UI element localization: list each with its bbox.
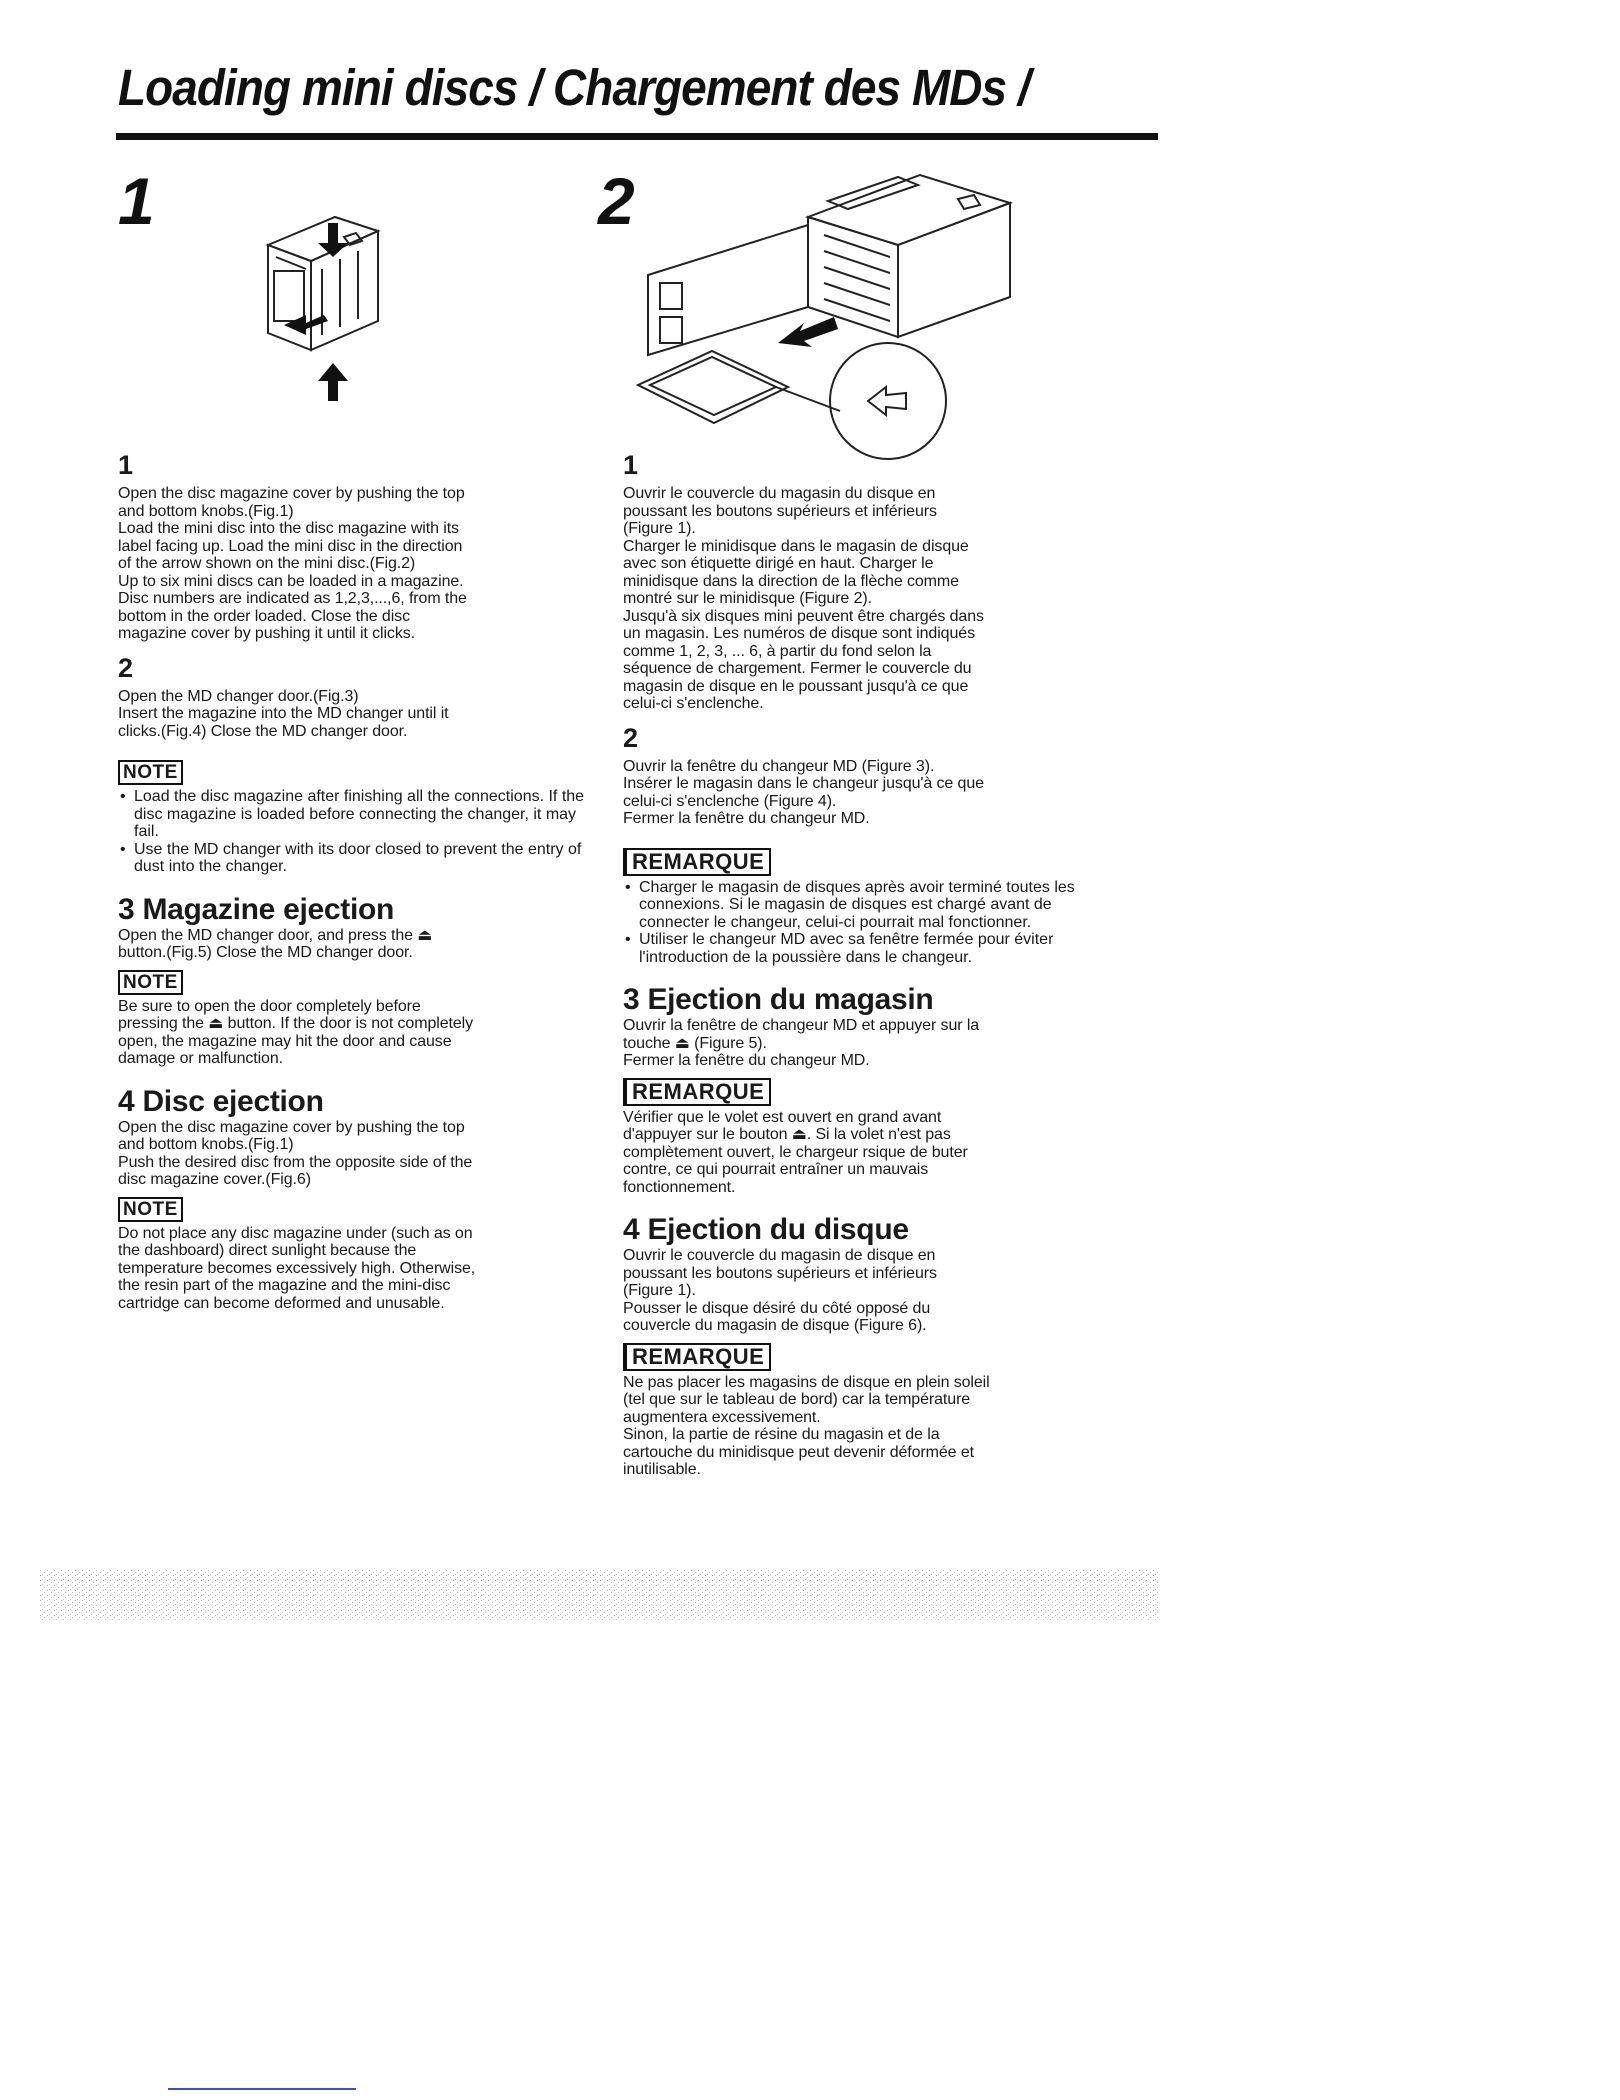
text-line: Open the disc magazine cover by pushing the top (118, 1118, 465, 1136)
left-note-2 (118, 962, 588, 1068)
section-heading (118, 1086, 588, 1117)
step-number: 1 (623, 450, 639, 480)
note-badge: NOTE (118, 1197, 183, 1222)
text-line: Open the MD changer door, and press the ⏏ (118, 926, 433, 944)
footer-link[interactable] (168, 2088, 356, 2090)
text-line: the resin part of the magazine and the mini-disc (118, 1277, 451, 1294)
list-item: • Use the MD changer with its door closed to prevent the entry of dust into the changer. (118, 841, 588, 876)
text-line: magazine cover by pushing it until it clicks. (118, 625, 415, 642)
left-note-3 (118, 1189, 588, 1313)
text-line: celui-ci s'enclenche (Figure 4). (623, 792, 837, 810)
text-line: Ouvrir le couvercle du magasin de disque en (623, 1247, 936, 1264)
section-number: 3 (623, 983, 640, 1016)
text-line: temperature becomes excessively high. Otherwise, (118, 1259, 476, 1277)
remarque-badge: REMARQUE (623, 848, 771, 876)
text-line: pressing the ⏏ button. If the door is not completely (118, 1015, 474, 1032)
left-section-4 (118, 1086, 588, 1189)
figure-number-2: 2 (598, 164, 635, 238)
section-title: Magazine ejection (142, 892, 395, 926)
text-line: and bottom knobs.(Fig.1) (118, 502, 294, 520)
step-number: 2 (118, 652, 134, 683)
text-line: Load the mini disc into the disc magazine with its (118, 520, 459, 537)
changer-loading-illustration (628, 165, 1013, 470)
text-line: Be sure to open the door completely before (118, 997, 421, 1015)
magazine-cover-illustration (240, 195, 390, 420)
step-number: 2 (623, 722, 639, 753)
text-line: (tel que sur le tableau de bord) car la température (623, 1391, 971, 1408)
text-line: Jusqu'à six disques mini peuvent être chargés dans (623, 607, 984, 625)
text-line: fonctionnement. (623, 1178, 736, 1196)
right-section-3 (623, 984, 1093, 1070)
note-badge: NOTE (118, 970, 183, 995)
text-line: Fermer la fenêtre du changeur MD. (623, 810, 870, 827)
title-rule (116, 133, 1158, 140)
text-line: and bottom knobs.(Fig.1) (118, 1136, 294, 1153)
text-line: Pousser le disque désiré du côté opposé du (623, 1299, 931, 1317)
remarque-badge: REMARQUE (623, 1078, 771, 1106)
right-step-2 (623, 722, 1093, 828)
section-title: Disc ejection (142, 1084, 324, 1118)
text-line: Open the disc magazine cover by pushing the top (118, 485, 465, 502)
section-number: 4 (623, 1213, 640, 1246)
left-note-1 (118, 752, 588, 876)
scan-noise-band (40, 1570, 1160, 1620)
text-line: touche ⏏ (Figure 5). (623, 1034, 767, 1052)
text-line: Open the MD changer door.(Fig.3) (118, 687, 359, 705)
text-line: the dashboard) direct sunlight because the (118, 1242, 417, 1259)
text-line: poussant les boutons supérieurs et inférieurs (623, 1264, 937, 1282)
right-remarque-3 (623, 1335, 1093, 1479)
section-number: 3 (118, 892, 135, 926)
text-line: Fermer la fenêtre du changeur MD. (623, 1052, 870, 1069)
text-line: disc magazine cover.(Fig.6) (118, 1171, 311, 1188)
right-remarque-1 (623, 840, 1093, 967)
left-step-1 (118, 452, 588, 643)
text-line: open, the magazine may hit the door and cause (118, 1032, 452, 1050)
text-line: button.(Fig.5) Close the MD changer door. (118, 944, 413, 961)
list-item: • Utiliser le changeur MD avec sa fenêtre fermée pour éviter l'introduction de la poussière dans le changeur. (623, 931, 1093, 966)
text-line: of the arrow shown on the mini disc.(Fig.2) (118, 555, 416, 572)
right-column (623, 452, 1093, 1479)
text-line: Push the desired disc from the opposite side of the (118, 1153, 473, 1171)
text-line: Ouvrir la fenêtre du changeur MD (Figure 3). (623, 757, 935, 775)
text-line: (Figure 1). (623, 520, 696, 537)
text-line: magasin de disque en le poussant jusqu'à ce que (623, 677, 969, 695)
section-heading (118, 894, 588, 925)
text-line: Disc numbers are indicated as 1,2,3,...,6, from the (118, 590, 467, 607)
text-line: cartouche du minidisque peut devenir déformée et (623, 1443, 974, 1461)
note-badge: NOTE (118, 760, 183, 785)
text-line: clicks.(Fig.4) Close the MD changer door. (118, 722, 408, 740)
list-item: • Load the disc magazine after finishing all the connections. If the disc magazine is loaded before connecting the changer, it may fail. (118, 788, 588, 841)
text-line: d'appuyer sur le bouton ⏏. Si la volet n'est pas (623, 1126, 951, 1143)
text-line: Ouvrir le couvercle du magasin du disque en (623, 485, 936, 502)
text-line: Sinon, la partie de résine du magasin et de la (623, 1426, 940, 1443)
left-step-2 (118, 652, 588, 741)
text-line: (Figure 1). (623, 1282, 696, 1299)
right-step-1 (623, 452, 1093, 713)
text-line: Insérer le magasin dans le changeur jusqu'à ce que (623, 775, 984, 792)
text-line: damage or malfunction. (118, 1050, 284, 1067)
text-line: un magasin. Les numéros de disque sont indiqués (623, 625, 975, 642)
text-line: avec son étiquette dirigé en haut. Charger le (623, 555, 934, 572)
text-line: celui-ci s'enclenche. (623, 695, 764, 712)
text-line: augmentera excessivement. (623, 1408, 821, 1426)
text-line: Ouvrir la fenêtre de changeur MD et appuyer sur la (623, 1017, 980, 1034)
text-line: cartridge can become deformed and unusable. (118, 1294, 445, 1312)
text-line: complètement ouvert, le chargeur rsique de buter (623, 1143, 968, 1161)
text-line: contre, ce qui pourrait entraîner un mauvais (623, 1161, 929, 1178)
text-line: Up to six mini discs can be loaded in a magazine. (118, 572, 464, 590)
section-title: Ejection du magasin (647, 983, 934, 1016)
text-line: label facing up. Load the mini disc in the direction (118, 537, 463, 555)
text-line: séquence de chargement. Fermer le couvercle du (623, 660, 972, 677)
text-line: Charger le minidisque dans le magasin de disque (623, 537, 969, 555)
section-heading (623, 984, 1093, 1015)
text-line: Insert the magazine into the MD changer until it (118, 705, 449, 722)
text-line: minidisque dans la direction de la flèche comme (623, 572, 959, 590)
step-number: 1 (118, 450, 134, 480)
text-line: couvercle du magasin de disque (Figure 6). (623, 1317, 927, 1334)
section-title: Ejection du disque (647, 1213, 909, 1246)
text-line: montré sur le minidisque (Figure 2). (623, 590, 872, 607)
section-number: 4 (118, 1084, 135, 1118)
text-line: inutilisable. (623, 1461, 701, 1478)
text-line: Ne pas placer les magasins de disque en plein soleil (623, 1373, 990, 1391)
page-title: Loading mini discs / Chargement des MDs / (118, 59, 1030, 116)
text-line: comme 1, 2, 3, ... 6, à partir du fond selon la (623, 642, 932, 660)
section-heading (623, 1214, 1093, 1245)
figure-number-1: 1 (118, 164, 155, 238)
text-line: Do not place any disc magazine under (such as on (118, 1224, 473, 1242)
remarque-badge: REMARQUE (623, 1343, 771, 1371)
left-section-3 (118, 894, 588, 962)
left-column (118, 452, 588, 1312)
text-line: bottom in the order loaded. Close the disc (118, 607, 410, 625)
list-item: • Charger le magasin de disques après avoir terminé toutes les connexions. Si le magasin de disques est chargé avant de connecter le changeur, celui-ci pourrait mal fonctionner. (623, 879, 1093, 932)
right-remarque-2 (623, 1070, 1093, 1197)
right-section-4 (623, 1214, 1093, 1335)
text-line: Vérifier que le volet est ouvert en grand avant (623, 1108, 942, 1126)
text-line: poussant les boutons supérieurs et inférieurs (623, 502, 937, 520)
